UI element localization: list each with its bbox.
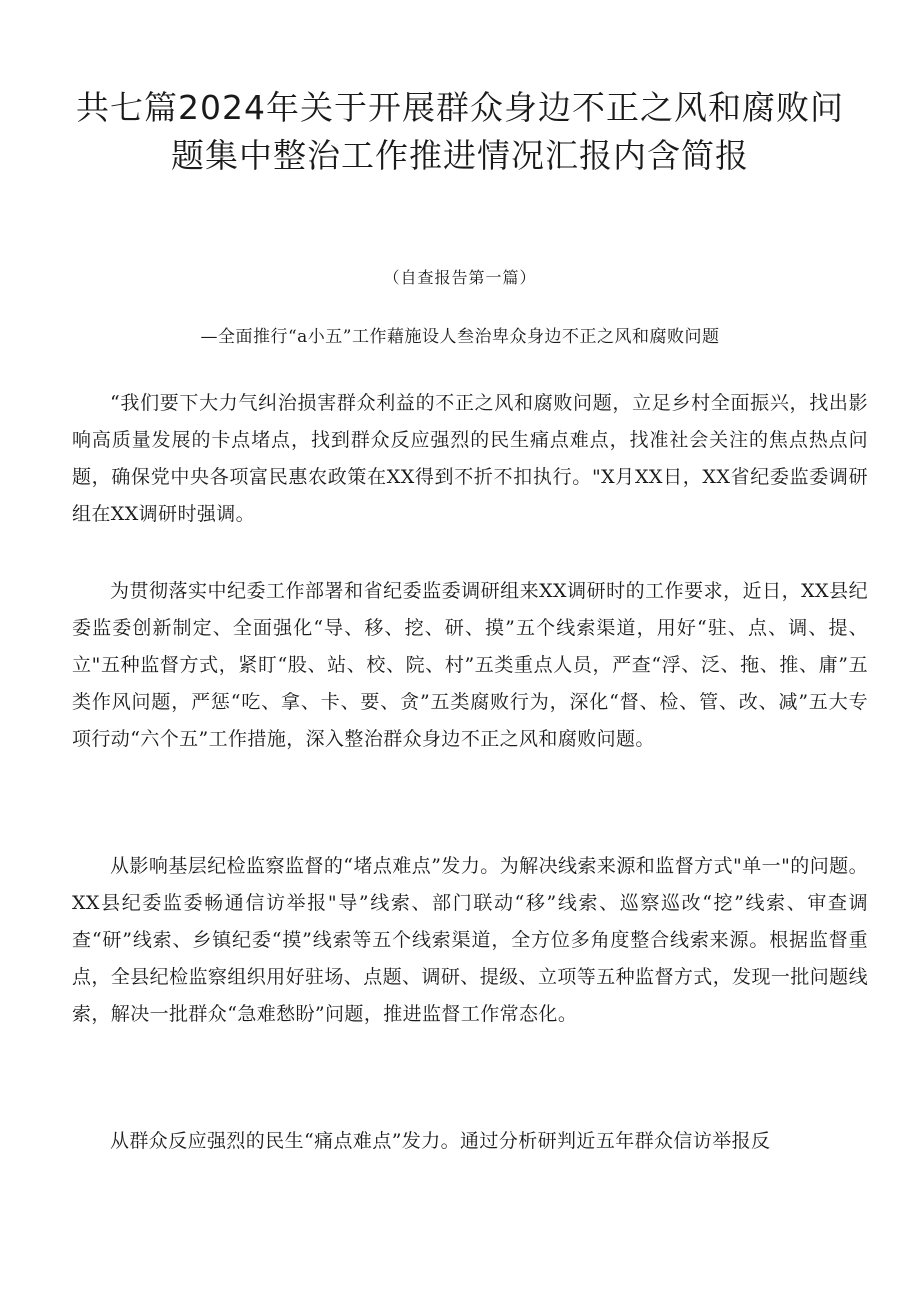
section-heading: —全面推行“a小五”工作藉施设人叁治卑众身边不正之风和腐败问题 bbox=[200, 327, 720, 347]
document-subtitle: （自查报告第一篇） bbox=[383, 268, 537, 287]
paragraph-2: 为贯彻落实中纪委工作部署和省纪委监委调研组来XX调研时的工作要求，近日，XX县纪委监委创新制定、全面强化“导、移、挖、研、摸”五个线索渠道，用好“驻、点、调、提、立"五种监督方式，紧盯“股、站、校、院、村”五类重点人员，严查“浮、泛、拖、推、庸”五类作风问题，严惩“吃、拿、卡、要、贪”五类腐败行为，深化“督、检、管、改、减”五大专项行动“六个五”工作措施，深入整治群众身边不正之风和腐败问题。 bbox=[72, 580, 868, 750]
paragraph-3: 从影响基层纪检监察监督的“堵点难点”发力。为解决线索来源和监督方式"单一"的问题。XX县纪委监委畅通信访举报"导”线索、部门联动“移”线索、巡察巡改“挖”线索、审查调查“研”线索、乡镇纪委“摸”线索等五个线索渠道，全方位多角度整合线索来源。根据监督重点，全县纪检监察组织用好驻场、点题、调研、提级、立项等五种监督方式，发现一批问题线索，解决一批群众“急难愁盼”问题，推进监督工作常态化。 bbox=[72, 855, 868, 1025]
paragraph-1: “我们要下大力气纠治损害群众利益的不正之风和腐败问题，立足乡村全面振兴，找出影响高质量发展的卡点堵点，找到群众反应强烈的民生痛点难点，找准社会关注的焦点热点问题，确保党中央各项富民惠农政策在XX得到不折不扣执行。"X月XX日，XX省纪委监委调研组在XX调研时强调。 bbox=[72, 392, 868, 525]
document-title: 共七篇2024年关于开展群众身边不正之风和腐败问题集中整治工作推进情况汇报内含简报 bbox=[76, 88, 844, 175]
paragraph-4: 从群众反应强烈的民生“痛点难点”发力。通过分析研判近五年群众信访举报反 bbox=[110, 1130, 771, 1152]
